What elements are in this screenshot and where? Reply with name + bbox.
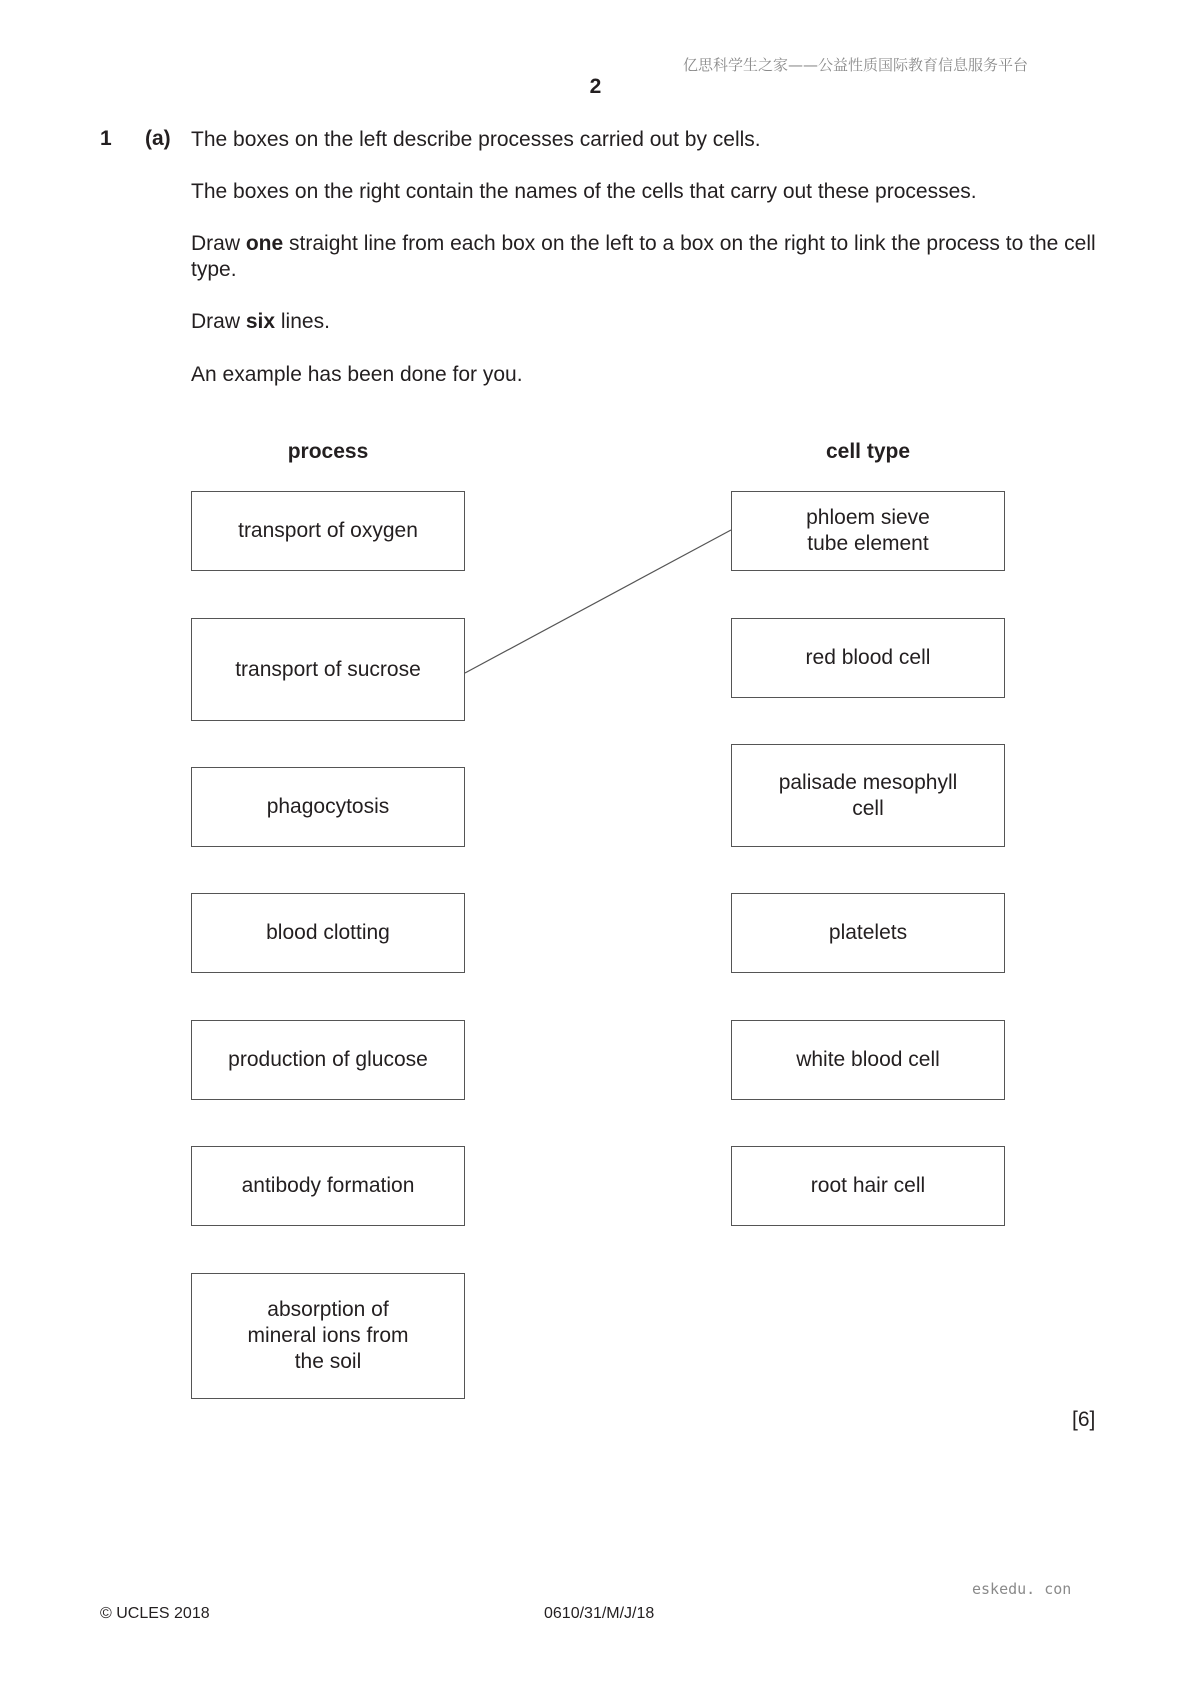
process-box[interactable] — [191, 1273, 465, 1399]
copyright: © UCLES 2018 — [100, 1605, 210, 1622]
marks-label: [6] — [1072, 1408, 1096, 1431]
cell-type-box[interactable] — [731, 618, 1005, 698]
process-box[interactable] — [191, 618, 465, 721]
instruction-text — [191, 231, 1111, 283]
process-box[interactable] — [191, 1020, 465, 1100]
lines-pre: Draw — [191, 310, 246, 333]
watermark-footer: eskedu. con — [972, 1580, 1072, 1598]
process-box[interactable] — [191, 893, 465, 973]
instruction-pre: Draw — [191, 232, 246, 255]
cell-type-box[interactable] — [731, 1146, 1005, 1226]
cell-type-label: phloem sieve tube element — [806, 506, 930, 555]
process-box[interactable] — [191, 1146, 465, 1226]
process-label: phagocytosis — [266, 795, 390, 818]
intro-text: The boxes on the left describe processes carried out by cells. — [191, 128, 761, 151]
example-link-line — [465, 530, 731, 673]
process-label: antibody formation — [241, 1174, 415, 1197]
question-number: 1 — [100, 127, 112, 150]
process-label: transport of sucrose — [235, 657, 421, 681]
process-heading: process — [287, 440, 369, 463]
cell-type-box[interactable] — [731, 491, 1005, 571]
cell-type-label: root hair cell — [810, 1174, 926, 1197]
lines-emphasis: six — [245, 310, 276, 333]
lines-count-text — [191, 309, 1111, 335]
cell-type-label: palisade mesophyll cell — [778, 770, 958, 820]
instruction-emphasis: one — [245, 232, 284, 255]
cell-type-box[interactable] — [731, 744, 1005, 847]
right-boxes-text: The boxes on the right contain the names of the cells that carry out these processes. — [191, 180, 977, 203]
example-note: An example has been done for you. — [191, 363, 523, 386]
cell-type-box[interactable] — [731, 1020, 1005, 1100]
question-part: (a) — [145, 127, 171, 150]
cell-type-label: red blood cell — [805, 646, 931, 669]
cell-type-box[interactable] — [731, 893, 1005, 973]
instruction-post: straight line from each box on the left to a box on the right to link the process to the cell type. — [191, 232, 1096, 281]
process-label: blood clotting — [266, 921, 390, 944]
process-label: absorption of mineral ions from the soil — [247, 1298, 409, 1373]
process-label: production of glucose — [228, 1048, 428, 1071]
page-number: 2 — [589, 75, 602, 98]
process-box[interactable] — [191, 767, 465, 847]
cell-type-heading: cell type — [825, 440, 911, 463]
paper-code: 0610/31/M/J/18 — [544, 1605, 655, 1622]
process-label: transport of oxygen — [238, 519, 418, 542]
watermark-text: 亿思科学生之家——公益性质国际教育信息服务平台 — [683, 56, 1029, 74]
lines-post: lines. — [275, 310, 330, 333]
process-box[interactable] — [191, 491, 465, 571]
cell-type-label: white blood cell — [796, 1048, 940, 1071]
cell-type-label: platelets — [828, 921, 908, 944]
